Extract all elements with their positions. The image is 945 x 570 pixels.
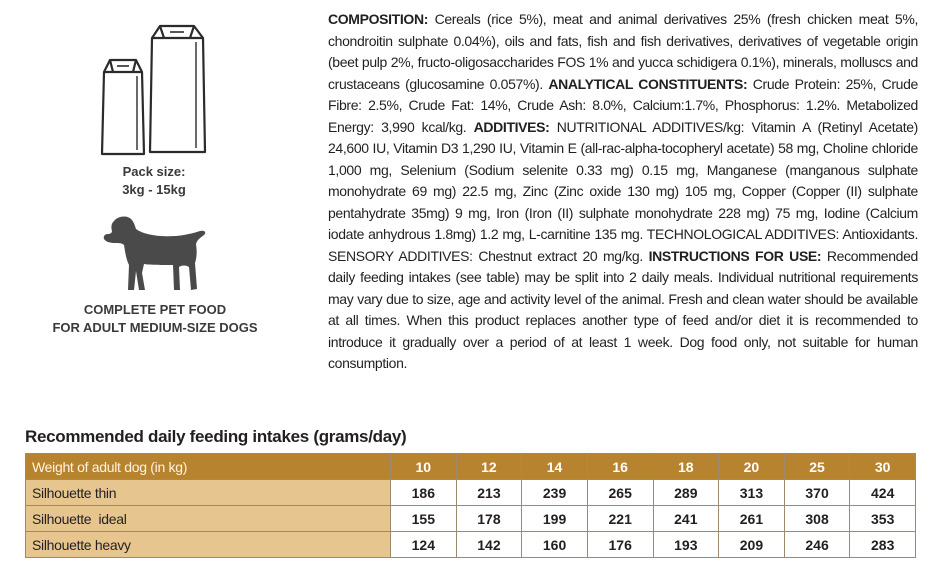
table-cell: 313 [719,480,785,506]
table-header-row [26,454,916,480]
weight-header-cell: 18 [653,454,719,480]
weight-header-label: Weight of adult dog (in kg) [26,454,391,480]
feeding-table [25,453,916,558]
table-row [26,532,916,558]
analytical-constituents-text: Crude Protein: 25%, Crude Fibre: 2.5%, Crude Fat: 14%, Crude Ash: 8.0%, Calcium:1.7%, Phosphorus: 1.2%. Metabolized Energy: 3,990 kcal/kg. [328,75,918,135]
pack-size-value: 3kg - 15kg [122,182,186,197]
table-row [26,480,916,506]
table-cell: 241 [653,506,719,532]
pack-size [80,163,228,199]
table-row [26,506,916,532]
table-cell: 283 [850,532,916,558]
table-cell: 186 [391,480,457,506]
feeding-table-title: Recommended daily feeding intakes (grams/day) [25,427,407,446]
table-cell: 308 [784,506,850,532]
table-cell: 261 [719,506,785,532]
table-cell: 124 [391,532,457,558]
table-cell: 193 [653,532,719,558]
food-bags-icon [100,20,215,160]
product-summary-panel [0,0,310,360]
additives-heading: ADDITIVES: [473,118,550,135]
table-cell: 246 [784,532,850,558]
table-cell: 209 [719,532,785,558]
table-cell: 199 [522,506,588,532]
weight-header-cell: 30 [850,454,916,480]
weight-header-cell: 12 [456,454,522,480]
instructions-text: Recommended daily feeding intakes (see table) may be split into 2 daily meals. Individual nutritional requirements may vary due to size, age and activity level of the animal. Fresh and clean water should be available at all times. When this product replaces another type of feed and/or diet it is recommended to introduce it gradually over a period of at least 1 week. Dog food only, not suitable for human consumption. [328,247,918,371]
table-cell: 155 [391,506,457,532]
table-cell: 176 [587,532,653,558]
table-cell: 370 [784,480,850,506]
table-cell: 160 [522,532,588,558]
instructions-heading: INSTRUCTIONS FOR USE: [648,247,822,264]
composition-text-block [328,9,918,375]
weight-header-cell: 20 [719,454,785,480]
additives-text: NUTRITIONAL ADDITIVES/kg: Vitamin A (Retinyl Acetate) 24,600 IU, Vitamin D3 1,290 IU, Vitamin E (all-rac-alpha-tocopheryl acetate) 58 mg, Choline chloride 1,000 mg, Selenium (Sodium selenite 0.33 mg) 0.15 mg, Manganese (manganous sulphate monohydrate 69 mg) 22.5 mg, Zinc (Zinc oxide 130 mg) 105 mg, Copper (Copper (II) sulphate pentahydrate 35mg) 9 mg, Iron (Iron (II) sulphate monohydrate 228 mg) 75 mg, Iodine (Calcium iodate anhydrous 1.8mg) 1.2 mg, L-carnitine 135 mg. TECHNOLOGICAL ADDITIVES: Antioxidants. SENSORY ADDITIVES: Chestnut extract 20 mg/kg. [328,118,918,264]
product-description [30,301,280,337]
row-label: Silhouette heavy [26,532,391,558]
weight-header-cell: 16 [587,454,653,480]
table-cell: 353 [850,506,916,532]
composition-text: Cereals (rice 5%), meat and animal derivatives 25% (fresh chicken meat 5%, chondroitin sulphate 0.04%), oils and fats, fish and fish derivatives, derivatives of vegetable origin (beet pulp 2%, fructo-oligosaccharides FOS 1% and yucca schidigera 0.1%), minerals, molluscs and crustaceans (glucosamine 0.057%). [328,11,918,92]
composition-heading: COMPOSITION: [328,11,429,27]
analytical-constituents-heading: ANALYTICAL CONSTITUENTS: [548,75,748,92]
product-description-line2: FOR ADULT MEDIUM-SIZE DOGS [52,320,258,335]
table-cell: 178 [456,506,522,532]
table-cell: 289 [653,480,719,506]
table-cell: 213 [456,480,522,506]
weight-header-cell: 14 [522,454,588,480]
pack-size-label: Pack size: [122,164,186,179]
table-cell: 239 [522,480,588,506]
weight-header-cell: 10 [391,454,457,480]
table-cell: 221 [587,506,653,532]
weight-header-cell: 25 [784,454,850,480]
table-cell: 424 [850,480,916,506]
product-description-line1: COMPLETE PET FOOD [83,302,227,317]
row-label: Silhouette thin [26,480,391,506]
dog-silhouette-icon [100,213,210,295]
table-cell: 265 [587,480,653,506]
row-label: Silhouette ideal [26,506,391,532]
table-cell: 142 [456,532,522,558]
